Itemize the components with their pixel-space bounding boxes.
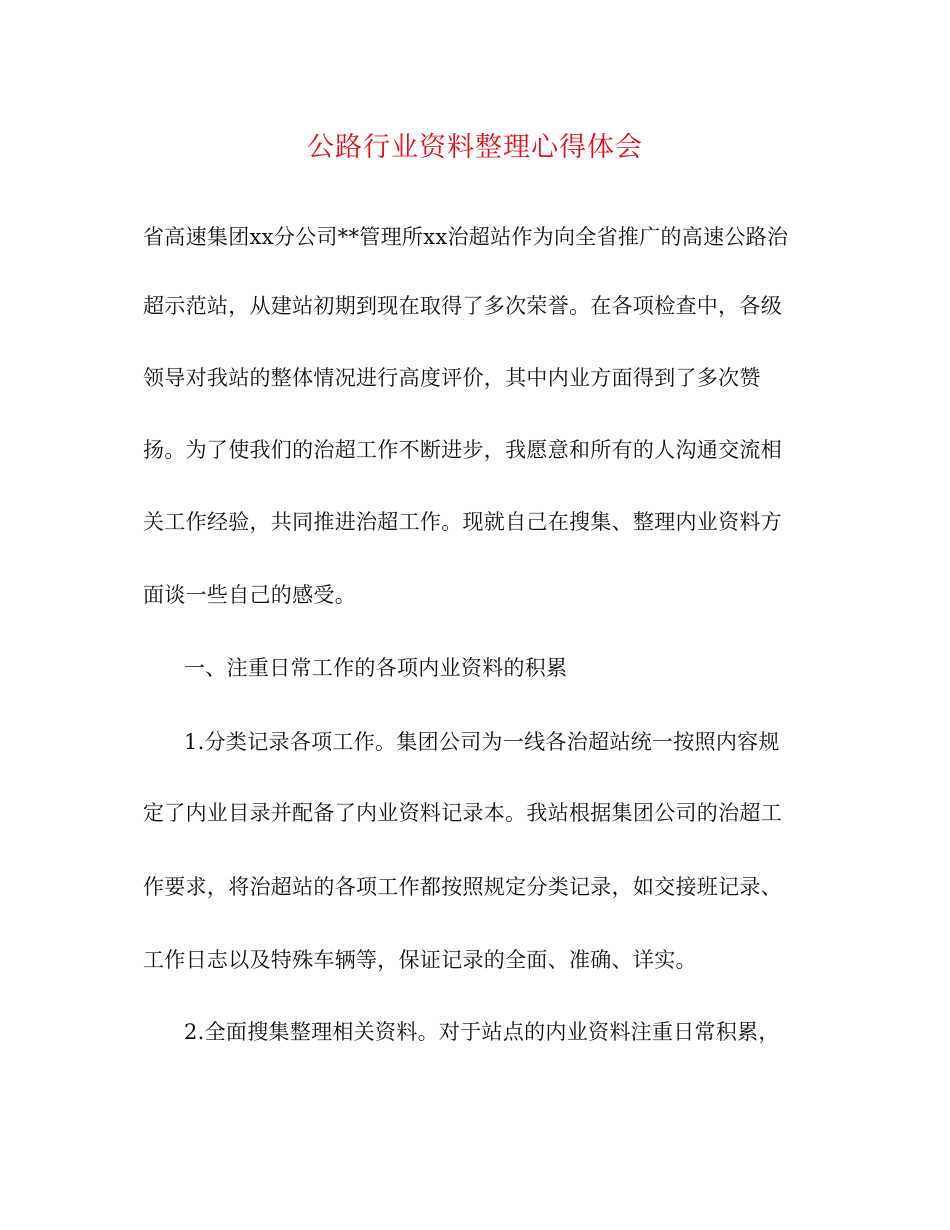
paragraph-line: 1.分类记录各项工作。集团公司为一线各治超站统一按照内容规	[184, 730, 780, 754]
paragraph-line: 作要求，将治超站的各项工作都按照规定分类记录，如交接班记录、	[143, 875, 782, 899]
paragraph-line: 面谈一些自己的感受。	[143, 583, 356, 607]
paragraph-line: 扬。为了使我们的治超工作不断进步，我愿意和所有的人沟通交流相	[143, 438, 782, 462]
paragraph-line: 2.全面搜集整理相关资料。对于站点的内业资料注重日常积累，	[184, 1020, 780, 1044]
paragraph-line: 领导对我站的整体情况进行高度评价，其中内业方面得到了多次赞	[143, 366, 761, 390]
paragraph-line: 定了内业目录并配备了内业资料记录本。我站根据集团公司的治超工	[143, 801, 782, 825]
paragraph-line: 关工作经验，共同推进治超工作。现就自己在搜集、整理内业资料方	[143, 510, 782, 534]
paragraph-line: 省高速集团xx分公司**管理所xx治超站作为向全省推广的高速公路治	[143, 225, 789, 249]
paragraph-line: 工作日志以及特殊车辆等，保证记录的全面、准确、详实。	[143, 948, 697, 972]
document-title: 公路行业资料整理心得体会	[307, 132, 643, 163]
paragraph-line: 超示范站，从建站初期到现在取得了多次荣誉。在各项检查中，各级	[143, 294, 782, 318]
section-heading: 一、注重日常工作的各项内业资料的积累	[184, 656, 568, 680]
